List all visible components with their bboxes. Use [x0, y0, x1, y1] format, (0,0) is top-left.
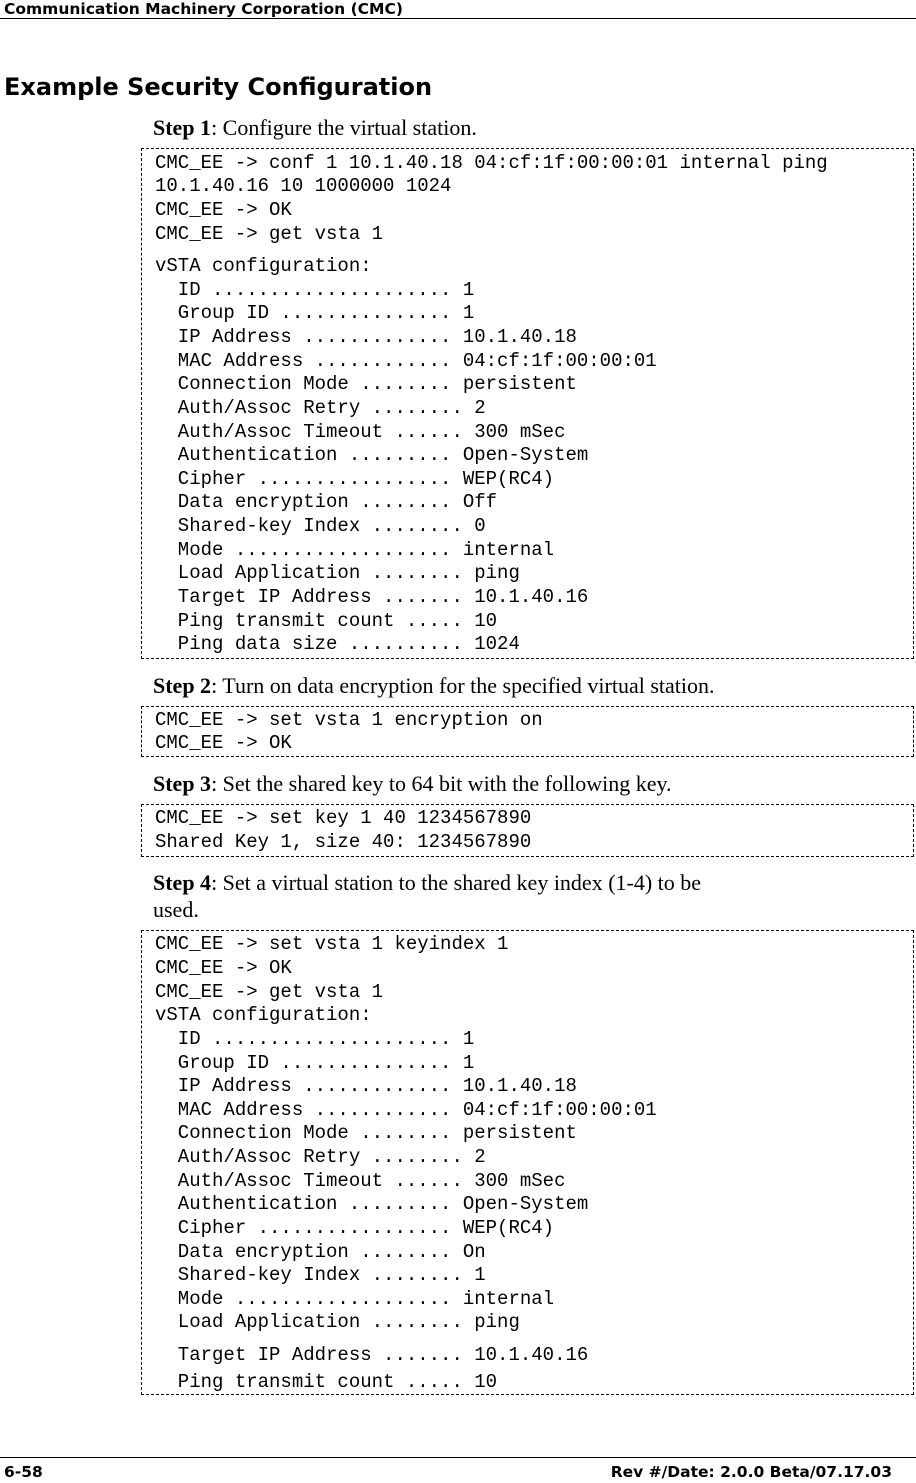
code-block-3: [141, 804, 914, 857]
page-number: 6-58: [4, 1463, 43, 1481]
code-line: Authentication ......... Open-System: [155, 1193, 589, 1215]
code-line: Target IP Address ....... 10.1.40.16: [155, 586, 589, 608]
code-line: 10.1.40.16 10 1000000 1024: [155, 175, 452, 197]
code-line: Auth/Assoc Retry ........ 2: [155, 397, 486, 419]
step-text: : Set the shared key to 64 bit with the following key.: [211, 771, 672, 796]
code-line: Mode ................... internal: [155, 1288, 555, 1310]
code-line: Ping transmit count ..... 10: [155, 610, 498, 632]
code-line: IP Address ............. 10.1.40.18: [155, 326, 577, 348]
code-line: Shared Key 1, size 40: 1234567890: [155, 831, 532, 853]
code-line: CMC_EE -> get vsta 1: [155, 981, 384, 1003]
code-line: Load Application ........ ping: [155, 562, 520, 584]
section-title: Example Security Configuration: [4, 73, 433, 101]
code-line: Ping data size .......... 1024: [155, 633, 520, 655]
code-line: Auth/Assoc Timeout ...... 300 mSec: [155, 1170, 566, 1192]
code-line: CMC_EE -> set vsta 1 keyindex 1: [155, 933, 509, 955]
code-line: Data encryption ........ On: [155, 1241, 486, 1263]
step-label: Step 2: [153, 673, 212, 698]
code-line: IP Address ............. 10.1.40.18: [155, 1075, 577, 1097]
code-block-1: [141, 148, 914, 659]
code-line: Cipher ................. WEP(RC4): [155, 468, 555, 490]
code-line: Connection Mode ........ persistent: [155, 373, 577, 395]
step-2: [153, 673, 715, 699]
code-line: CMC_EE -> set vsta 1 encryption on: [155, 709, 543, 731]
code-line: Group ID ............... 1: [155, 302, 475, 324]
step-label: Step 3: [153, 771, 212, 796]
code-line: CMC_EE -> OK: [155, 732, 292, 754]
code-line: CMC_EE -> OK: [155, 957, 292, 979]
code-line: CMC_EE -> get vsta 1: [155, 223, 384, 245]
code-line: Load Application ........ ping: [155, 1311, 520, 1333]
step-text: : Turn on data encryption for the specified virtual station.: [211, 673, 715, 698]
code-line: Connection Mode ........ persistent: [155, 1122, 577, 1144]
code-line: CMC_EE -> set key 1 40 1234567890: [155, 807, 532, 829]
code-line: Target IP Address ....... 10.1.40.16: [155, 1344, 589, 1366]
code-line: vSTA configuration:: [155, 1004, 372, 1026]
footer-rule: [0, 1457, 916, 1458]
code-line: ID ..................... 1: [155, 1028, 475, 1050]
code-line: ID ..................... 1: [155, 279, 475, 301]
step-4-continued: used.: [153, 897, 199, 922]
code-line: MAC Address ............ 04:cf:1f:00:00:01: [155, 350, 657, 372]
code-line: MAC Address ............ 04:cf:1f:00:00:01: [155, 1099, 657, 1121]
step-3: [153, 771, 672, 797]
code-line: Auth/Assoc Retry ........ 2: [155, 1146, 486, 1168]
running-header: Communication Machinery Corporation (CMC): [4, 0, 403, 18]
code-line: Shared-key Index ........ 1: [155, 1264, 486, 1286]
code-line: Data encryption ........ Off: [155, 491, 498, 513]
code-line: CMC_EE -> conf 1 10.1.40.18 04:cf:1f:00:00:01 internal ping: [155, 152, 828, 174]
code-line: Cipher ................. WEP(RC4): [155, 1217, 555, 1239]
step-label: Step 1: [153, 115, 212, 140]
code-line: Authentication ......... Open-System: [155, 444, 589, 466]
code-line: Shared-key Index ........ 0: [155, 515, 486, 537]
code-block-2: [141, 706, 914, 757]
code-line: Ping transmit count ..... 10: [155, 1371, 498, 1393]
step-4: [153, 870, 701, 896]
code-line: Mode ................... internal: [155, 539, 555, 561]
step-text: : Configure the virtual station.: [211, 115, 477, 140]
code-line: Auth/Assoc Timeout ...... 300 mSec: [155, 421, 566, 443]
code-block-4: [141, 930, 914, 1395]
header-rule: [0, 18, 916, 19]
code-line: CMC_EE -> OK: [155, 199, 292, 221]
code-line: Group ID ............... 1: [155, 1052, 475, 1074]
code-line: vSTA configuration:: [155, 255, 372, 277]
step-1: [153, 115, 477, 141]
step-label: Step 4: [153, 870, 212, 895]
step-text: : Set a virtual station to the shared key index (1-4) to be: [211, 870, 702, 895]
revision-date: Rev #/Date: 2.0.0 Beta/07.17.03: [610, 1463, 892, 1481]
